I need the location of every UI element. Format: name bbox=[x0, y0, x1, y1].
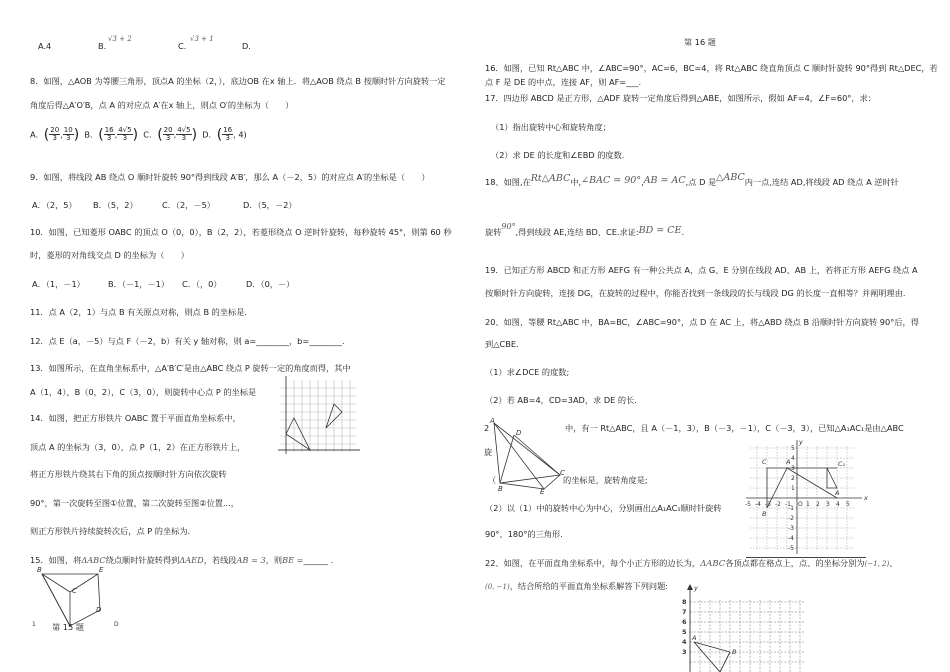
q9-option-a: A．（2，5） bbox=[32, 200, 77, 210]
q15-label-d: D bbox=[96, 606, 102, 614]
q9-option-d: D．（5，－2） bbox=[243, 200, 297, 210]
q19-line1: 19．已知正方形 ABCD 和正方形 AEFG 有一种公共点 A，点 G、E 分别在线段 AD、AB 上，若将正方形 AEFG 绕点 A bbox=[485, 265, 918, 275]
q13-figure bbox=[276, 374, 362, 458]
q21-ytick-3: 3 bbox=[791, 465, 795, 472]
q21-xtick-m5: -5 bbox=[745, 501, 751, 508]
q21-xtick-4: 4 bbox=[836, 501, 840, 508]
q14-line3: 将正方形铁片绕其右下角的顶点按顺时针方向依次旋转 bbox=[30, 469, 227, 479]
q21-xtick-m2: -2 bbox=[775, 501, 781, 508]
q15-label-a: 1 bbox=[32, 621, 36, 628]
q21-axis-y: y bbox=[799, 438, 803, 446]
q21-xtick-3: 3 bbox=[826, 501, 830, 508]
q9-line1: 9．如图，将线段 AB 绕点 O 顺时针旋转 90°得到线段 A′B′，那么 A（－2，5）的对应点 A′的坐标是（ ） bbox=[30, 172, 430, 182]
q21-line2-pre: （ bbox=[488, 475, 497, 485]
q18-comma: , bbox=[641, 177, 644, 187]
q8-option-d-label: D． bbox=[202, 129, 217, 140]
q21-xtick-m4: -4 bbox=[755, 501, 761, 508]
q22-line1 bbox=[485, 559, 897, 569]
q22-math-pt1: (−1, 2) bbox=[864, 560, 890, 568]
q21-ytick-4: 4 bbox=[791, 455, 795, 462]
q20-line2: 到△CBE. bbox=[485, 339, 519, 349]
q18-tail1: 内一点,连结 AD,将线段 AD 绕点 A 逆时针 bbox=[744, 177, 899, 187]
q21-ytick-m3: -3 bbox=[788, 525, 794, 532]
q18-mid3: ,得到线段 AE,连结 BD、CE.求证: bbox=[515, 227, 639, 237]
q15-math-abc: ΔABC bbox=[81, 555, 106, 565]
q16-line2: 点 F 是 DE 的中点，连接 AF，则 AF=___. bbox=[485, 77, 642, 87]
q10-line2: 时，菱形的对角线交点 D 的坐标为（ ） bbox=[30, 250, 189, 260]
q21-label-a: A bbox=[786, 458, 791, 466]
q8-b-n1: 16 bbox=[104, 126, 114, 134]
q14-line2: 顶点 A 的坐标为（3，0），点 P（1，2）在正方形铁片上， bbox=[30, 442, 246, 452]
q21-line4: 90°、180°的三角形. bbox=[485, 529, 563, 539]
q15-mid: 绕点顺时针旋转得到 bbox=[105, 555, 180, 565]
q21-line1: 中，有一 Rt△ABC，且 A（－1，3），B（－3，－1），C（－3，3），已知△A₁AC₁是由△ABC bbox=[565, 423, 904, 433]
q8-d-n1: 16 bbox=[223, 126, 233, 134]
q12: 12．点 E（a，－5）与点 F（－2，b）有关 y 轴对称，则 a=________，b=________. bbox=[30, 336, 345, 346]
q13-line1: 13．如图所示，在直角坐标系中，△A′B′C′是由△ABC 绕点 P 旋转一定的角度而得，其中 bbox=[30, 363, 351, 373]
q8-d-d1: 3 bbox=[225, 134, 230, 143]
q8-b-d2: 3 bbox=[122, 134, 128, 143]
q22-figure bbox=[674, 582, 814, 672]
q18-pre2: 旋转 bbox=[485, 227, 502, 237]
q9-option-c: C．（2，－5） bbox=[162, 200, 215, 210]
q22-math-abc: ΔABC bbox=[700, 559, 726, 569]
q21-label-b: B bbox=[762, 510, 767, 518]
q21-xtick-2: 2 bbox=[816, 501, 820, 508]
q22-y-ticks bbox=[682, 598, 687, 656]
q21-ytick-m2: -2 bbox=[788, 515, 794, 522]
q22-ytick-6: 6 bbox=[682, 618, 687, 626]
q18-math-rtabc: Rt△ABC bbox=[530, 173, 571, 184]
q21-xtick-o: O bbox=[798, 501, 803, 508]
q22-label-a: A bbox=[692, 634, 697, 642]
q22-pre: 22、如图，在平面直角坐标系中，每个小正方形的边长为， bbox=[485, 558, 701, 568]
q22-axis-y: y bbox=[694, 584, 698, 592]
q10-option-a: A．（1，－1） bbox=[32, 279, 85, 289]
fig16-caption: 第 16 题 bbox=[684, 37, 716, 47]
q8-d-tail: , 4) bbox=[233, 129, 247, 140]
q8-options: A．( $\frac{20}{3}$ , $\frac{10}{3}$ ) B．( $\frac{16}{3}$ , $\frac{4√5}{3}$ ) C．( $\frac{20}{3}$ , $\frac{4√5}{3}$ ) D．( $\frac{16}{3}$ , 4) bbox=[30, 126, 247, 143]
q21-label-c1: C₁ bbox=[838, 460, 846, 468]
q18-pre: 18、如图,在 bbox=[485, 177, 531, 187]
q22-ytick-3: 3 bbox=[682, 648, 687, 656]
q8-a-d1: 3 bbox=[52, 134, 57, 143]
q22-ytick-7: 7 bbox=[682, 608, 687, 616]
q8-line2: 角度后得△A′O′B，点 A 的对应点 A′在x 轴上，则点 O′的坐标为（ ） bbox=[30, 100, 294, 110]
q20-part1: （1）求∠DCE 的度数; bbox=[485, 367, 570, 377]
prev-option-c: C. bbox=[178, 41, 187, 51]
q8-c-d2: 3 bbox=[181, 134, 187, 143]
q22-label-b: B bbox=[732, 648, 737, 656]
q20-figure bbox=[484, 415, 568, 495]
q21-xtick-1: 1 bbox=[806, 501, 810, 508]
q10-option-d: D．（0，－） bbox=[246, 279, 295, 289]
q20-label-a: A bbox=[490, 417, 495, 425]
q15-mid2: ，若线段 bbox=[203, 555, 237, 565]
q15-pre: 15．如图，将 bbox=[30, 555, 82, 565]
q21-ytick-2: 2 bbox=[791, 475, 795, 482]
q15-label-e: E bbox=[99, 566, 104, 574]
q8-a-n2: 10 bbox=[63, 126, 73, 134]
q21-ytick-m5: -5 bbox=[788, 545, 794, 552]
q17-part1: （1）指出旋转中心和旋转角度； bbox=[491, 122, 611, 132]
q21-ytick-m1: -1 bbox=[788, 505, 794, 512]
prev-option-b: B. bbox=[98, 41, 107, 51]
q22-line2-text: ，结合所给的平面直角坐标系解答下列问题: bbox=[509, 581, 669, 591]
q8-line1: 8．如图，△AOB 为等腰三角形，顶点A 的坐标（2，），底边OB 在x 轴上．将△AOB 绕点 B 按顺时针方向旋转一定 bbox=[30, 76, 446, 86]
q10-option-c: C．（，0） bbox=[182, 279, 222, 289]
q14-line4: 90°，第一次旋转至图①位置，第二次旋转至图②位置...， bbox=[30, 498, 239, 508]
q20-part2: （2）若 AB=4，CD=3AD，求 DE 的长. bbox=[485, 395, 637, 405]
q18-line2 bbox=[485, 222, 685, 238]
prev-option-b-math: √3 + 2 bbox=[108, 35, 132, 43]
q19-line2: 按顺时针方向旋转，连接 DG，在旋转的过程中，你能否找到一条线段的长与线段 DG 的长度一直相等？并阐明理由. bbox=[485, 288, 906, 298]
q18-mid2: ,点 D 是 bbox=[685, 177, 717, 187]
q8-a-d2: 3 bbox=[66, 134, 71, 143]
q14-line1: 14．如图，把正方形铁片 OABC 置于平面直角坐标系中， bbox=[30, 413, 241, 423]
q15-label-c: C bbox=[72, 587, 77, 595]
q21-label-a1: A bbox=[835, 489, 840, 497]
q22-end: 、 bbox=[889, 558, 898, 568]
q21-line2: 的坐标是，旋转角度是; bbox=[563, 475, 648, 485]
q21-side: 旋 bbox=[484, 447, 493, 457]
q8-c-d1: 3 bbox=[165, 134, 171, 143]
prev-option-c-math: √3 + 1 bbox=[190, 35, 214, 43]
q21-x-ticks bbox=[745, 501, 850, 508]
q21-number: 2 bbox=[484, 423, 490, 433]
q21-xtick-m1: -1 bbox=[785, 501, 791, 508]
q8-b-n2: 4√5 bbox=[118, 126, 132, 134]
q14-line5: 则正方形铁片持续旋转次后，点 P 的坐标为. bbox=[30, 526, 191, 536]
q16-line1: 16．如图，已知 Rt△ABC 中，∠ABC=90°，AC=6，BC=4，将 Rt△ABC 绕直角顶点 C 顺时针旋转 90°得到 Rt△DEC，若 bbox=[485, 63, 938, 73]
q18-math-bdce: BD = CE bbox=[638, 225, 682, 236]
q13-triangle-abc bbox=[286, 418, 310, 450]
q15-caption: 第 15 题 bbox=[52, 622, 84, 632]
q8-option-c-label: C． bbox=[143, 129, 158, 140]
q15-math-be: BE = bbox=[282, 555, 304, 565]
q18-math-angle: ∠BAC = 90° bbox=[581, 175, 642, 186]
q20-label-c: C bbox=[560, 469, 565, 477]
q21-label-c: C bbox=[762, 458, 767, 466]
q15-math-aed: ΔAED bbox=[179, 555, 204, 565]
q13-line2: A（1，4），B（0，2），C（3，0），则旋转中心点 P 的坐标是 bbox=[30, 387, 257, 397]
q21-line3: （2）以（1）中的旋转中心为中心，分别画出△A₁AC₁顺时针旋转 bbox=[485, 503, 722, 513]
q22-ytick-8: 8 bbox=[682, 598, 687, 606]
q20-label-d: D bbox=[516, 429, 522, 437]
prev-option-a: A.4 bbox=[38, 41, 52, 51]
q10-line1: 10．如图，已知菱形 OABC 的顶点 O（0，0），B（2，2），若菱形绕点 O 逆时针旋转，每秒旋转 45°，则第 60 秒 bbox=[30, 227, 452, 237]
q8-option-b-label: B． bbox=[84, 129, 99, 140]
q21-xtick-5: 5 bbox=[846, 501, 850, 508]
q21-ytick-1: 1 bbox=[791, 485, 795, 492]
q22-line2 bbox=[485, 582, 668, 591]
q8-c-n1: 20 bbox=[163, 126, 173, 134]
q8-b-d1: 3 bbox=[106, 134, 112, 143]
q15-mid3: ，则 bbox=[265, 555, 283, 565]
q8-a-n1: 20 bbox=[50, 126, 60, 134]
q21-xtick-m3: -3 bbox=[765, 501, 771, 508]
q21-axis-x: x bbox=[864, 494, 868, 502]
q20-label-e: E bbox=[540, 488, 545, 495]
q18-math-abac: AB = AC bbox=[643, 175, 686, 186]
q8-c-n2: 4√5 bbox=[177, 126, 191, 134]
q15-label-b: B bbox=[37, 566, 42, 574]
q10-option-b: B．（－1，－1） bbox=[108, 279, 170, 289]
q18-mid1: 中, bbox=[570, 177, 582, 187]
q20-line1: 20、如图，等腰 Rt△ABC 中，BA=BC，∠ABC=90°，点 D 在 AC 上，将△ABD 绕点 B 沿顺时针方向旋转 90°后，得 bbox=[485, 317, 919, 327]
q11: 11．点 A（2，1）与点 B 有关原点对称，则点 B 的坐标是． bbox=[30, 307, 253, 317]
q22-math-pt2: (0, −1) bbox=[485, 583, 510, 591]
q21-ytick-m4: -4 bbox=[788, 535, 794, 542]
q21-ytick-5: 5 bbox=[791, 445, 795, 452]
q22-mid: 各顶点都在格点上，点、的坐标分别为 bbox=[725, 558, 865, 568]
q20-label-b: B bbox=[498, 485, 503, 493]
q15-tail: ______ ． bbox=[303, 555, 339, 565]
q17-line1: 17．四边形 ABCD 是正方形，△ADF 旋转一定角度后得到△ABE，如图所示，假如 AF=4，∠F=60°，求： bbox=[485, 93, 876, 103]
q22-ytick-4: 4 bbox=[682, 638, 687, 646]
q18-math-abc: △ABC bbox=[716, 172, 745, 183]
q8-option-a-label: A． bbox=[30, 129, 44, 140]
q9-option-b: B．（5，2） bbox=[93, 200, 138, 210]
q18-line1 bbox=[485, 172, 899, 188]
q17-part2: （2）求 DE 的长度和∠EBD 的度数. bbox=[491, 150, 625, 160]
q15-math-ab: AB = 3 bbox=[236, 555, 266, 565]
q18-end: . bbox=[681, 227, 685, 237]
q15-label-d2: D bbox=[114, 621, 119, 628]
q22-ytick-5: 5 bbox=[682, 628, 687, 636]
prev-option-d: D. bbox=[242, 41, 251, 51]
q18-math-90: 90° bbox=[501, 222, 516, 231]
q21-figure bbox=[742, 438, 870, 558]
